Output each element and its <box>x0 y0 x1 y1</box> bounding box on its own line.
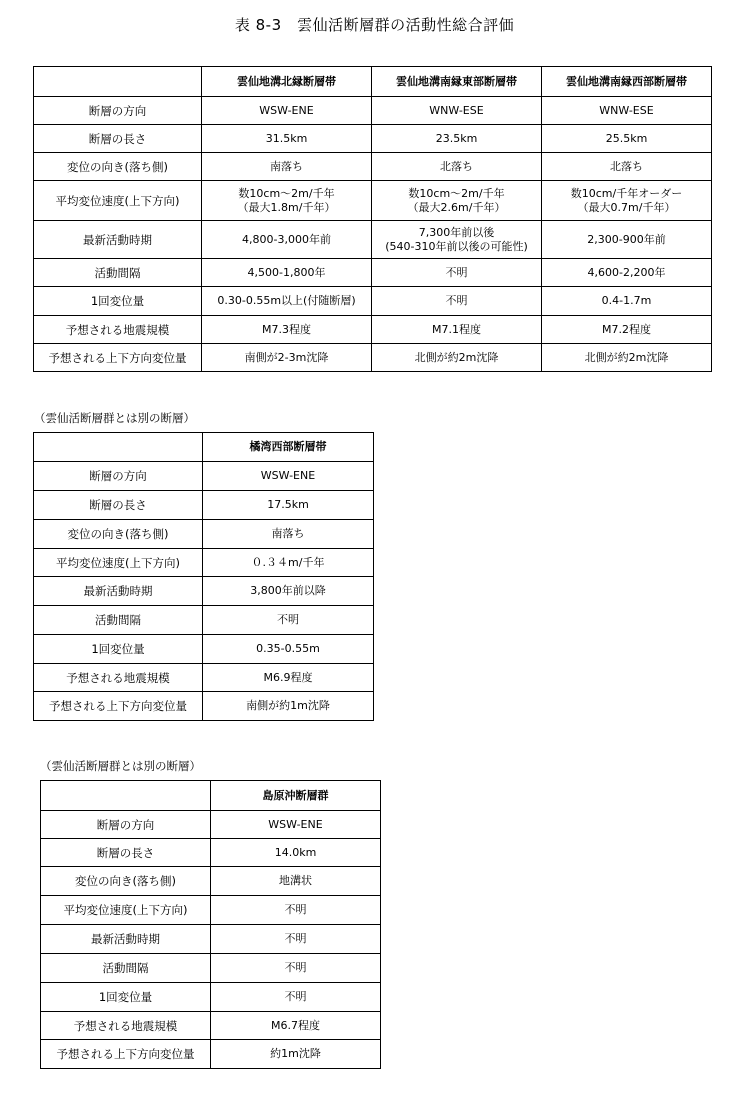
table-header-row <box>34 433 374 462</box>
table-cell: 4,800-3,000年前 <box>202 221 372 259</box>
table-cell: 南側が約1m沈降 <box>203 692 374 721</box>
table-cell: WSW-ENE <box>202 97 372 125</box>
row-label: 活動間隔 <box>34 606 203 635</box>
table-cell: 2,300-900年前 <box>542 221 712 259</box>
header-corner-cell <box>34 433 203 462</box>
row-label: 活動間隔 <box>41 954 211 983</box>
shimabara-offshore-table <box>40 780 381 1069</box>
row-label: 断層の方向 <box>34 97 202 125</box>
tachibana-bay-table <box>33 432 374 721</box>
table-row <box>34 606 374 635</box>
table-cell: 数10cm～2m/千年 （最大1.8m/千年） <box>202 181 372 221</box>
table-cell: 数10cm～2m/千年 （最大2.6m/千年） <box>372 181 542 221</box>
row-label: 変位の向き(落ち側) <box>34 520 203 549</box>
table-row <box>34 577 374 606</box>
table-cell: 7,300年前以後 (540-310年前以後の可能性) <box>372 221 542 259</box>
table-cell: 地溝状 <box>211 867 381 896</box>
row-label: 平均変位速度(上下方向) <box>34 181 202 221</box>
table-row <box>34 344 712 372</box>
table-header-row <box>34 67 712 97</box>
header-corner-cell <box>34 67 202 97</box>
row-label: 最新活動時期 <box>34 221 202 259</box>
row-label: 予想される上下方向変位量 <box>41 1040 211 1069</box>
table-cell: 不明 <box>211 983 381 1012</box>
table-row <box>34 491 374 520</box>
table-row <box>41 983 381 1012</box>
table-cell: 北落ち <box>542 153 712 181</box>
row-label: 活動間隔 <box>34 259 202 287</box>
table-row <box>41 811 381 839</box>
table-row <box>34 635 374 664</box>
table-row <box>34 664 374 692</box>
table-row <box>41 867 381 896</box>
row-label: 変位の向き(落ち側) <box>34 153 202 181</box>
table-cell: WSW-ENE <box>203 462 374 491</box>
header-corner-cell <box>41 781 211 811</box>
table-cell: 不明 <box>372 287 542 316</box>
table-cell: 25.5km <box>542 125 712 153</box>
row-label: 最新活動時期 <box>34 577 203 606</box>
page-title: 表 8-3 雲仙活断層群の活動性総合評価 <box>234 16 515 34</box>
table-cell: 0.30-0.55m以上(付随断層) <box>202 287 372 316</box>
table-row <box>34 181 712 221</box>
row-label: 予想される地震規模 <box>34 664 203 692</box>
table-cell: M6.7程度 <box>211 1012 381 1040</box>
table-cell: M7.3程度 <box>202 316 372 344</box>
table-cell: ０.３４m/千年 <box>203 549 374 577</box>
table-cell: 23.5km <box>372 125 542 153</box>
table-cell: 不明 <box>203 606 374 635</box>
row-label: 変位の向き(落ち側) <box>41 867 211 896</box>
table-row <box>41 954 381 983</box>
table-row <box>34 549 374 577</box>
table-cell: 4,600-2,200年 <box>542 259 712 287</box>
table-cell: WSW-ENE <box>211 811 381 839</box>
table-cell: M6.9程度 <box>203 664 374 692</box>
table-cell: 14.0km <box>211 839 381 867</box>
row-label: 予想される上下方向変位量 <box>34 692 203 721</box>
table-cell: 数10cm/千年オーダー （最大0.7m/千年） <box>542 181 712 221</box>
table-row <box>34 221 712 259</box>
table-cell: 31.5km <box>202 125 372 153</box>
row-label: 予想される上下方向変位量 <box>34 344 202 372</box>
table-cell: 北側が約2m沈降 <box>372 344 542 372</box>
main-evaluation-table <box>33 66 712 372</box>
row-label: 最新活動時期 <box>41 925 211 954</box>
column-header: 雲仙地溝北縁断層帯 <box>202 67 372 97</box>
table-row <box>34 692 374 721</box>
column-header: 橘湾西部断層帯 <box>203 433 374 462</box>
table-cell: 北側が約2m沈降 <box>542 344 712 372</box>
table-cell: 不明 <box>211 954 381 983</box>
table-row <box>34 153 712 181</box>
table-cell: 北落ち <box>372 153 542 181</box>
table-row <box>34 259 712 287</box>
row-label: 断層の方向 <box>41 811 211 839</box>
table-cell: 0.4-1.7m <box>542 287 712 316</box>
table-cell: 17.5km <box>203 491 374 520</box>
table-row <box>34 287 712 316</box>
table-row <box>41 839 381 867</box>
column-header: 雲仙地溝南縁西部断層帯 <box>542 67 712 97</box>
row-label: 平均変位速度(上下方向) <box>41 896 211 925</box>
table-row <box>34 316 712 344</box>
row-label: 1回変位量 <box>34 635 203 664</box>
table-cell: WNW-ESE <box>372 97 542 125</box>
row-label: 平均変位速度(上下方向) <box>34 549 203 577</box>
row-label: 断層の長さ <box>41 839 211 867</box>
column-header: 雲仙地溝南縁東部断層帯 <box>372 67 542 97</box>
table-cell: 不明 <box>211 896 381 925</box>
table-row <box>41 1012 381 1040</box>
column-header: 島原沖断層群 <box>211 781 381 811</box>
table-cell: 約1m沈降 <box>211 1040 381 1069</box>
separate-fault-note: （雲仙活断層群とは別の断層） <box>34 411 195 425</box>
table-cell: 不明 <box>211 925 381 954</box>
row-label: 断層の方向 <box>34 462 203 491</box>
table-cell: 南側が2-3m沈降 <box>202 344 372 372</box>
table-cell: M7.2程度 <box>542 316 712 344</box>
table-row <box>34 462 374 491</box>
separate-fault-note: （雲仙活断層群とは別の断層） <box>40 759 201 773</box>
table-cell: 南落ち <box>202 153 372 181</box>
table-row <box>34 125 712 153</box>
row-label: 1回変位量 <box>41 983 211 1012</box>
row-label: 予想される地震規模 <box>34 316 202 344</box>
table-row <box>41 925 381 954</box>
table-row <box>41 896 381 925</box>
table-cell: M7.1程度 <box>372 316 542 344</box>
table-cell: WNW-ESE <box>542 97 712 125</box>
row-label: 断層の長さ <box>34 491 203 520</box>
table-row <box>41 1040 381 1069</box>
table-cell: 不明 <box>372 259 542 287</box>
row-label: 予想される地震規模 <box>41 1012 211 1040</box>
row-label: 断層の長さ <box>34 125 202 153</box>
table-row <box>34 97 712 125</box>
table-row <box>34 520 374 549</box>
table-header-row <box>41 781 381 811</box>
table-cell: 4,500-1,800年 <box>202 259 372 287</box>
table-cell: 3,800年前以降 <box>203 577 374 606</box>
row-label: 1回変位量 <box>34 287 202 316</box>
table-cell: 0.35-0.55m <box>203 635 374 664</box>
table-cell: 南落ち <box>203 520 374 549</box>
